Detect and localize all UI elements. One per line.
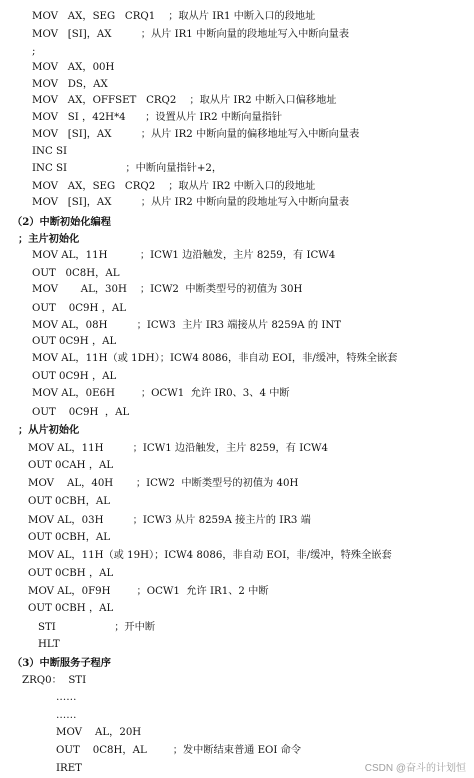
code-line-05: MOV DS，AX — [32, 79, 108, 90]
code-line-19: MOV AL，08H ；ICW3 主片 IR3 端接从片 8259A 的 INT — [32, 320, 342, 331]
code-line-23: MOV AL，0E6H ；OCW1 允许 IR0、3、4 中断 — [32, 388, 290, 399]
code-line-26: MOV AL，11H ；ICW1 边沿触发，主片 8259，有 ICW4 — [28, 443, 329, 454]
code-line-43: OUT 0C8H，AL ；发中断结束普通 EOI 命令 — [56, 745, 302, 756]
code-line-20: OUT 0C9H ，AL — [32, 336, 117, 347]
code-line-07: MOV SI ，42H*4 ；设置从片 IR2 中断向量指针 — [32, 112, 283, 123]
code-line-35: OUT 0CBH ，AL — [28, 603, 114, 614]
code-line-31: OUT 0CBH，AL — [28, 532, 111, 543]
watermark-text: CSDN @奋斗的计划恒 — [364, 763, 466, 774]
code-line-17: MOV AL，30H ；ICW2 中断类型号的初值为 30H — [32, 284, 303, 295]
code-line-41: …… — [56, 710, 77, 721]
code-line-09: INC SI — [32, 146, 68, 157]
section-heading-init: （2）中断初始化编程 — [12, 216, 111, 228]
code-line-28: MOV AL，40H ；ICW2 中断类型号的初值为 40H — [28, 478, 299, 489]
code-line-33: OUT 0CBH ，AL — [28, 568, 114, 579]
code-line-12: MOV [SI]，AX ；从片 IR2 中断向量的段地址写入中断向量表 — [32, 197, 350, 208]
code-line-11: MOV AX，SEG CRQ2 ；取从片 IR2 中断入口的段地址 — [32, 181, 316, 192]
code-line-24: OUT 0C9H ，AL — [32, 407, 130, 418]
code-line-37: HLT — [38, 639, 60, 650]
code-line-44: IRET — [56, 763, 82, 774]
subheading-slave-init: ；从片初始化 — [18, 424, 80, 436]
code-line-34: MOV AL，0F9H ；OCW1 允许 IR1、2 中断 — [28, 586, 269, 597]
code-line-06: MOV AX，OFFSET CRQ2 ；取从片 IR2 中断入口偏移地址 — [32, 95, 337, 106]
code-line-42: MOV AL，20H — [56, 727, 142, 738]
code-line-22: OUT 0C9H ，AL — [32, 371, 117, 382]
code-line-15: MOV AL，11H ；ICW1 边沿触发，主片 8259，有 ICW4 — [32, 250, 336, 261]
code-line-32: MOV AL，11H（或 19H）；ICW4 8086，非自动 EOI，非/缓冲，特殊全嵌套 — [28, 550, 392, 561]
code-line-16: OUT 0C8H，AL — [32, 268, 120, 279]
code-line-18: OUT 0C9H ，AL — [32, 303, 127, 314]
code-line-27: OUT 0CAH ，AL — [28, 460, 114, 471]
code-line-03: ; — [32, 46, 36, 57]
section-heading-isr: （3）中断服务子程序 — [12, 657, 111, 669]
code-line-30: MOV AL，03H ；ICW3 从片 8259A 接主片的 IR3 端 — [28, 515, 311, 526]
code-line-08: MOV [SI]，AX ；从片 IR2 中断向量的偏移地址写入中断向量表 — [32, 129, 360, 140]
code-line-21: MOV AL，11H（或 1DH）；ICW4 8086，非自动 EOI，非/缓冲，特殊全嵌套 — [32, 353, 398, 364]
code-line-02: MOV [SI]，AX ；从片 IR1 中断向量的段地址写入中断向量表 — [32, 29, 350, 40]
code-line-40: …… — [56, 692, 77, 703]
code-line-01: MOV AX，SEG CRQ1 ；取从片 IR1 中断入口的段地址 — [32, 11, 316, 22]
code-line-39: ZRQ0： STI — [22, 675, 87, 686]
code-line-04: MOV AX，00H — [32, 62, 115, 73]
code-line-36: STI ；开中断 — [38, 622, 156, 633]
subheading-master-init: ；主片初始化 — [18, 233, 80, 245]
code-line-29: OUT 0CBH，AL — [28, 496, 111, 507]
code-line-10: INC SI ；中断向量指针+2， — [32, 163, 223, 174]
